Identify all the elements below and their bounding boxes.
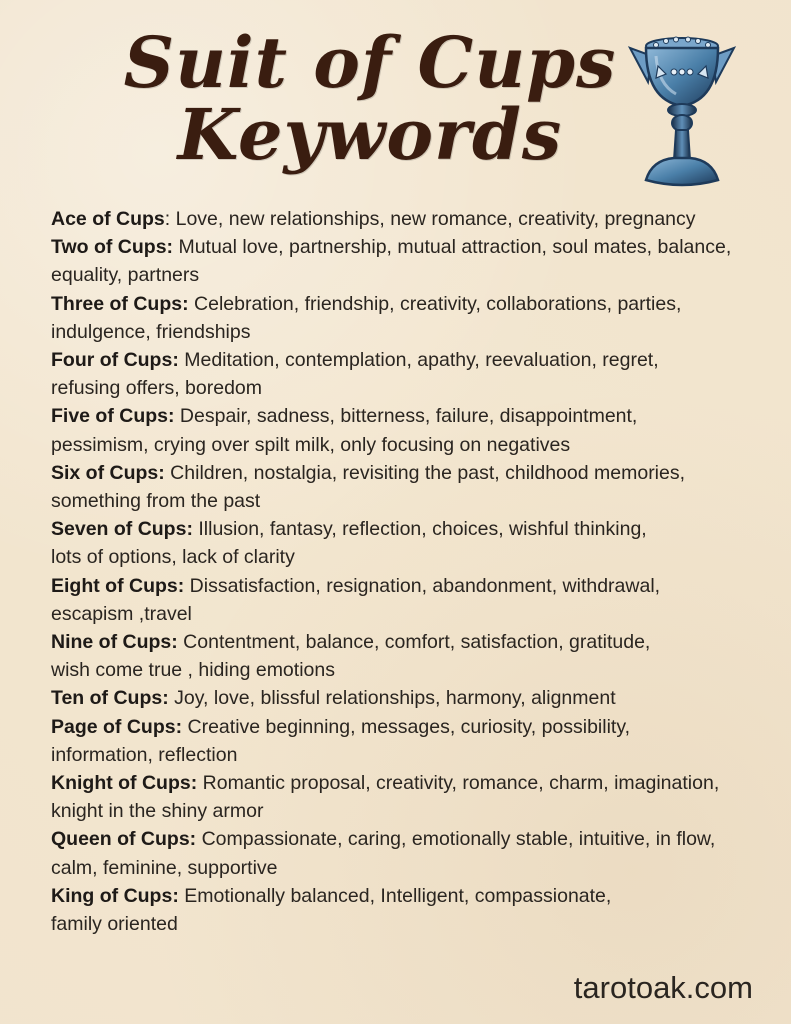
card-name: Page of Cups: (51, 715, 183, 738)
title-line-2: Keywords (177, 93, 563, 176)
card-entry-line (51, 318, 776, 346)
card-keywords: lots of options, lack of clarity (51, 546, 295, 569)
card-keywords: information, reflection (51, 743, 238, 766)
card-keywords: Emotionally balanced, Intelligent, compassionate, (178, 884, 612, 907)
card-entry (51, 402, 776, 458)
card-name-separator: : (164, 208, 171, 230)
title-line-1: Suit of Cups (123, 21, 617, 104)
card-entry (51, 769, 776, 825)
card-entry-line (51, 854, 776, 882)
card-name: Two of Cups: (51, 236, 174, 259)
card-keywords: Creative beginning, messages, curiosity, possibility, (182, 715, 631, 738)
card-name: Knight of Cups: (51, 772, 198, 795)
card-keywords: Mutual love, partnership, mutual attraction, soul mates, balance, (173, 236, 732, 259)
card-keywords: calm, feminine, supportive (51, 856, 278, 879)
card-entry (51, 515, 776, 571)
card-entry-line (51, 205, 776, 233)
card-entry (51, 205, 776, 233)
card-entry (51, 233, 776, 289)
site-url: tarotoak.com (573, 970, 753, 1005)
card-keywords: Children, nostalgia, revisiting the past, childhood memories, (164, 461, 686, 484)
card-keywords: Dissatisfaction, resignation, abandonment, withdrawal, (184, 574, 661, 597)
card-keywords: Compassionate, caring, emotionally stable, intuitive, in flow, (196, 828, 716, 851)
card-entry-line (51, 572, 776, 600)
card-entry-line (51, 741, 776, 769)
card-entry (51, 459, 776, 515)
card-name: Eight of Cups: (51, 574, 185, 597)
card-entry (51, 290, 776, 346)
card-entry-line (51, 402, 776, 430)
card-entry-line (51, 910, 776, 938)
card-keywords: indulgence, friendships (51, 320, 251, 343)
card-entry-line (51, 346, 776, 374)
card-entry-line (51, 431, 776, 459)
card-entry (51, 628, 776, 684)
card-keywords: pessimism, crying over spilt milk, only focusing on negatives (51, 433, 571, 456)
card-keywords: Love, new relationships, new romance, creativity, pregnancy (170, 208, 696, 230)
card-name: Ace of Cups (51, 208, 165, 230)
card-entry-line (51, 543, 776, 571)
card-keywords: Celebration, friendship, creativity, collaborations, parties, (188, 292, 682, 315)
card-keywords: knight in the shiny armor (51, 800, 264, 823)
card-entry-line (51, 515, 776, 543)
card-name: Three of Cups: (51, 292, 189, 315)
card-entry-line (51, 487, 776, 515)
card-entry-line (51, 769, 776, 797)
card-name: Nine of Cups: (51, 631, 178, 654)
card-entry-line (51, 261, 776, 289)
card-name: Six of Cups: (51, 461, 165, 484)
card-entry-line (51, 713, 776, 741)
card-entry-line (51, 290, 776, 318)
card-entry-line (51, 374, 776, 402)
title-block (110, 21, 630, 176)
card-name: Seven of Cups: (51, 518, 193, 541)
card-keywords: equality, partners (51, 264, 200, 287)
card-keywords: family oriented (51, 913, 178, 936)
card-entry (51, 713, 776, 769)
card-keywords: Despair, sadness, bitterness, failure, disappointment, (174, 405, 638, 428)
card-name: Four of Cups: (51, 349, 179, 372)
card-keywords: Contentment, balance, comfort, satisfaction, gratitude, (177, 631, 651, 654)
card-entry-line (51, 684, 776, 712)
card-name: Queen of Cups: (51, 828, 197, 851)
card-entry-line (51, 233, 776, 261)
card-keywords: Illusion, fantasy, reflection, choices, wishful thinking, (192, 518, 647, 541)
card-entry-line (51, 459, 776, 487)
card-keywords: refusing offers, boredom (51, 377, 263, 400)
card-entry-line (51, 628, 776, 656)
card-keywords: Romantic proposal, creativity, romance, charm, imagination, (197, 772, 720, 795)
card-entry-line (51, 797, 776, 825)
card-entry-line (51, 656, 776, 684)
card-name: Ten of Cups: (51, 687, 169, 710)
card-entry (51, 572, 776, 628)
card-keywords: Joy, love, blissful relationships, harmony, alignment (168, 687, 616, 710)
card-keyword-list (51, 205, 776, 938)
card-keywords: Meditation, contemplation, apathy, reevaluation, regret, (178, 349, 659, 372)
card-entry-line (51, 600, 776, 628)
card-keywords: something from the past (51, 490, 261, 513)
card-entry (51, 825, 776, 881)
card-name: Five of Cups: (51, 405, 175, 428)
card-entry (51, 684, 776, 712)
card-entry-line (51, 882, 776, 910)
card-entry-line (51, 825, 776, 853)
chalice-icon (622, 30, 742, 192)
card-keywords: wish come true , hiding emotions (51, 659, 335, 682)
card-entry (51, 346, 776, 402)
card-name: King of Cups: (51, 884, 179, 907)
card-entry (51, 882, 776, 938)
card-keywords: escapism ,travel (51, 602, 192, 625)
